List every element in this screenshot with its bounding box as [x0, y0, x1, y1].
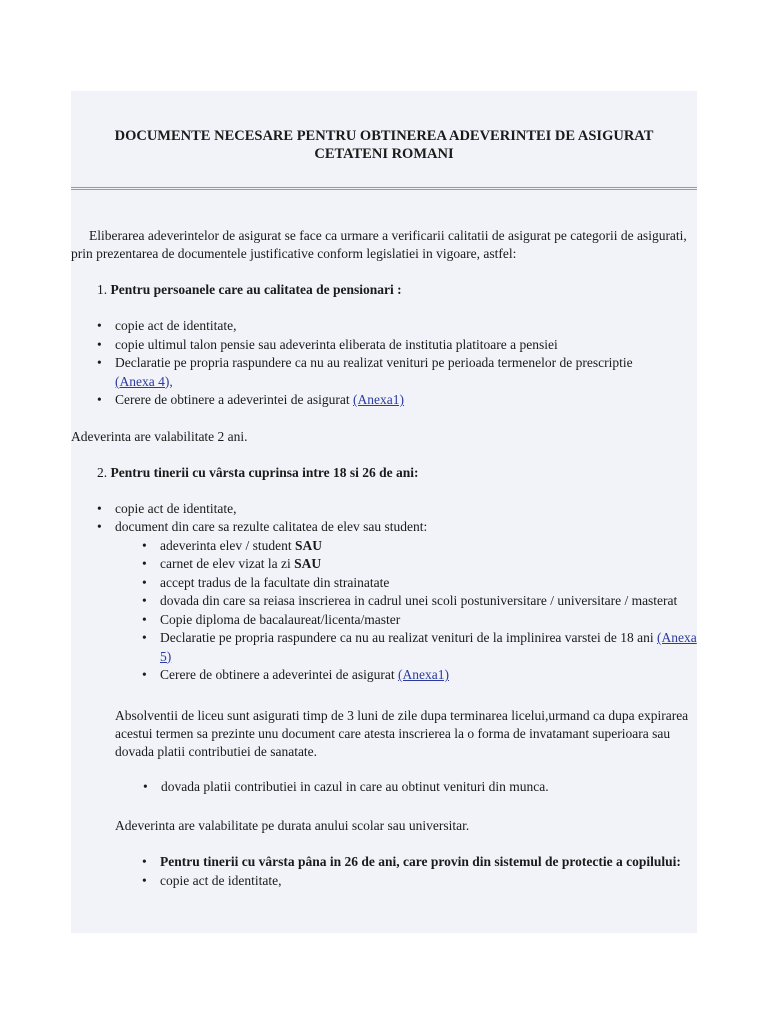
section1-list: [115, 317, 697, 410]
list-item: • Declaratie pe propria raspundere ca nu au realizat venituri de la implinirea varstei de 18 ani (Anexa 5): [160, 629, 697, 666]
list-item: • carnet de elev vizat la zi SAU: [160, 555, 697, 574]
section2-list: [115, 500, 697, 685]
section3-heading: • Pentru tinerii cu vârsta pâna in 26 de ani, care provin din sistemul de protectie a copilului:: [160, 853, 697, 872]
document-title: DOCUMENTE NECESARE PENTRU OBTINEREA ADEVERINTEI DE ASIGURAT CETATENI ROMANI: [114, 128, 654, 162]
list-item: • Copie diploma de bacalaureat/licenta/master: [160, 611, 697, 630]
list-item: • dovada platii contributiei in cazul in care au obtinut venituri din munca.: [161, 778, 697, 797]
anexa5-link[interactable]: (Anexa 5): [160, 630, 697, 664]
list-item: • copie ultimul talon pensie sau adeverinta eliberata de institutia platitoare a pensiei: [115, 336, 697, 355]
dovada-list: [161, 778, 697, 797]
intro-paragraph: Eliberarea adeverintelor de asigurat se face ca urmare a verificarii calitatii de asigurat pe categorii de asigurati, prin prezentarea de documentele justificative conform legislatiei in vigoare, astfel:: [71, 228, 687, 261]
list-item: • Declaratie pe propria raspundere ca nu au realizat venituri pe perioada termenelor de prescriptie (Anexa 4),: [115, 354, 697, 391]
list-item: • dovada din care sa reiasa inscrierea in cadrul unei scoli postuniversitare / universitare / masterat: [160, 592, 697, 611]
list-item: • copie act de identitate,: [115, 500, 697, 519]
list-item: • copie act de identitate,: [115, 317, 697, 336]
anexa1-link[interactable]: (Anexa1): [398, 667, 449, 682]
section2-heading: 2. Pentru tinerii cu vârsta cuprinsa intre 18 si 26 de ani:: [97, 464, 419, 480]
list-item: • copie act de identitate,: [160, 872, 697, 891]
absolventi-paragraph: Absolventii de liceu sunt asigurati timp de 3 luni de zile dupa terminarea licelui,urmand ca dupa expirarea acestui termen sa prezinte unu document care atesta inscrierea la o forma de invatamant superioara sau dovada platii contributiei de sanatate.: [115, 707, 689, 759]
section2-validity: Adeverinta are valabilitate pe durata anului scolar sau universitar.: [115, 818, 470, 833]
document-page: [71, 91, 697, 933]
list-item: • accept tradus de la facultate din strainatate: [160, 574, 697, 593]
anexa1-link[interactable]: (Anexa1): [353, 392, 404, 407]
list-item: • adeverinta elev / student SAU: [160, 537, 697, 556]
section1-validity: Adeverinta are valabilitate 2 ani.: [71, 428, 248, 444]
section2-sublist: [160, 537, 697, 685]
horizontal-rule: [71, 187, 697, 190]
section1-heading: 1. Pentru persoanele care au calitatea de pensionari :: [97, 282, 402, 297]
section3-list: [160, 853, 697, 890]
anexa4-link[interactable]: (Anexa 4),: [115, 373, 173, 389]
list-item: • Cerere de obtinere a adeverintei de asigurat (Anexa1): [115, 391, 697, 410]
list-item: • Cerere de obtinere a adeverintei de asigurat (Anexa1): [160, 666, 697, 685]
list-item: • document din care sa rezulte calitatea de elev sau student: • adeverinta elev / student SAU • carnet de elev vizat la zi SAU • accept tradus de la facultate din strainatate • dovada din care sa reiasa inscrierea in cadrul unei scoli postuniversitare / universitare / masterat • Copie diploma de bacalaureat/licenta/master • Declaratie pe propria raspundere ca nu au realizat venituri de la implinirea varstei de 18 ani (Anexa 5) • Cerere de obtinere a adeverintei de asigurat (Anexa1): [115, 518, 697, 685]
